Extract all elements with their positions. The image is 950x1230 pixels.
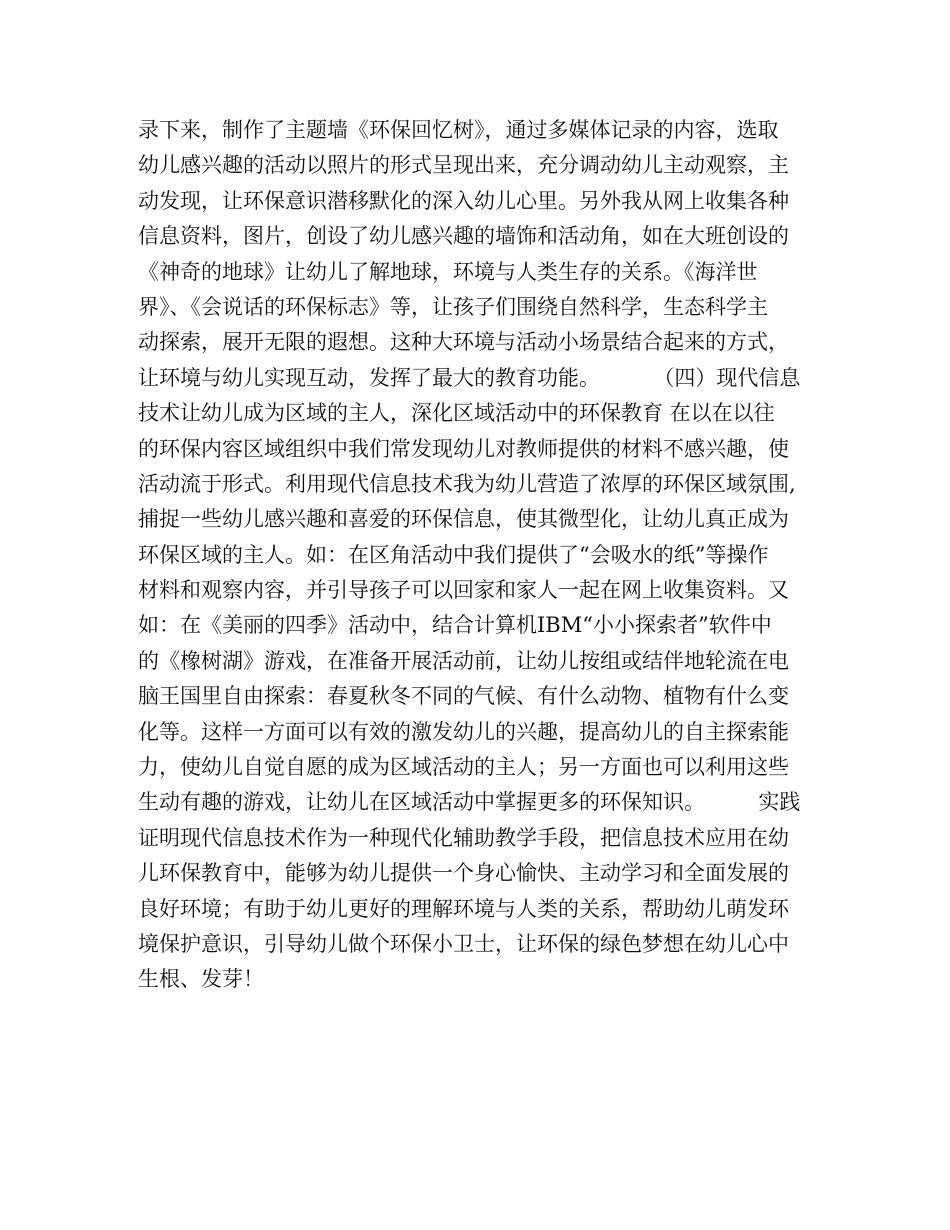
text-line: 《神奇的地球》让幼儿了解地球，环境与人类生存的关系。《海洋世 xyxy=(138,259,758,284)
text-line: 境保护意识，引导幼儿做个环保小卫士，让环保的绿色梦想在幼儿心中 xyxy=(138,931,789,956)
text-line: 生根、发芽！ xyxy=(138,967,264,992)
text-line: 力，使幼儿自觉自愿的成为区域活动的主人；另一方面也可以利用这些 xyxy=(138,755,789,780)
text-line: 材料和观察内容，并引导孩子可以回家和家人一起在网上收集资料。又 xyxy=(138,578,789,603)
text-line: 如：在《美丽的四季》活动中，结合计算机IBM“小小探索者”软件中 xyxy=(138,613,772,638)
text-line: 活动流于形式。利用现代信息技术我为幼儿营造了浓厚的环保区域氛围, xyxy=(138,471,796,496)
text-line: 儿环保教育中，能够为幼儿提供一个身心愉快、主动学习和全面发展的 xyxy=(138,861,789,886)
text-line: 良好环境；有助于幼儿更好的理解环境与人类的关系，帮助幼儿萌发环 xyxy=(138,896,789,921)
body-text xyxy=(138,113,818,998)
text-line: 证明现代信息技术作为一种现代化辅助教学手段，把信息技术应用在幼 xyxy=(138,825,789,850)
text-line: 的环保内容区域组织中我们常发现幼儿对教师提供的材料不感兴趣，使 xyxy=(138,436,789,461)
text-line: 生动有趣的游戏，让幼儿在区域活动中掌握更多的环保知识。 实践 xyxy=(138,790,801,815)
text-line: 让环境与幼儿实现互动，发挥了最大的教育功能。 （四）现代信息 xyxy=(138,365,801,390)
text-line: 脑王国里自由探索：春夏秋冬不同的气候、有什么动物、植物有什么变 xyxy=(138,684,789,709)
text-line: 录下来，制作了主题墙《环保回忆树》，通过多媒体记录的内容，选取 xyxy=(138,118,779,142)
text-line: 幼儿感兴趣的活动以照片的形式呈现出来，充分调动幼儿主动观察，主 xyxy=(138,153,789,178)
text-line: 动发现，让环保意识潜移默化的深入幼儿心里。另外我从网上收集各种 xyxy=(138,188,789,213)
text-line: 动探索，展开无限的遐想。这种大环境与活动小场景结合起来的方式， xyxy=(138,330,789,355)
text-line: 环保区域的主人。如：在区角活动中我们提供了“会吸水的纸”等操作 xyxy=(138,542,769,567)
text-line: 的《橡树湖》游戏，在准备开展活动前，让幼儿按组或结伴地轮流在电 xyxy=(138,648,789,673)
text-line: 捕捉一些幼儿感兴趣和喜爱的环保信息，使其微型化，让幼儿真正成为 xyxy=(138,507,789,532)
text-line: 信息资料，图片，创设了幼儿感兴趣的墙饰和活动角，如在大班创设的 xyxy=(138,224,789,249)
text-line: 界》、《会说话的环保标志》等，让孩子们围绕自然科学，生态科学主 xyxy=(138,294,768,319)
text-line: 技术让幼儿成为区域的主人，深化区域活动中的环保教育 在以在以往 xyxy=(138,401,775,426)
text-line: 化等。这样一方面可以有效的激发幼儿的兴趣，提高幼儿的自主探索能 xyxy=(138,719,789,744)
